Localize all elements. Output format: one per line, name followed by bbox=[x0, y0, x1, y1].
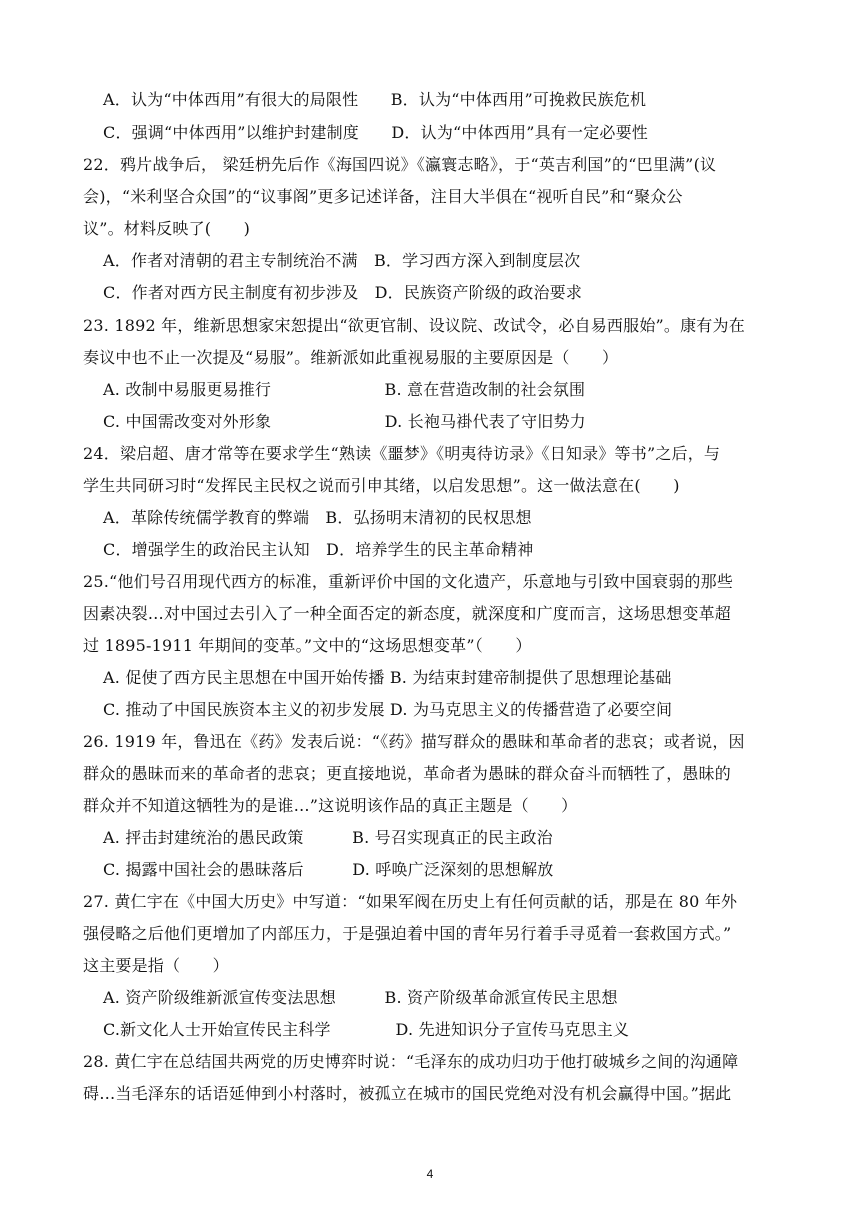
question-stem-line: 过 1895-1911 年期间的变革。”文中的“这场思想变革”（ ） bbox=[83, 636, 532, 655]
question-stem-line: 群众的愚昧而来的革命者的悲哀；更直接地说，革命者为愚昧的群众奋斗而牺牲了，愚昧的 bbox=[83, 764, 732, 783]
question-stem-line: 群众并不知道这牺牲为的是谁…”这说明该作品的真正主题是（ ） bbox=[83, 796, 578, 815]
question-stem-line: 强侵略之后他们更增加了内部压力，于是强迫着中国的青年另行着手寻觅着一套救国方式。” bbox=[83, 924, 732, 943]
answer-options-line: A．认为“中体西用”有很大的局限性 B．认为“中体西用”可挽救民族危机 bbox=[103, 90, 647, 109]
answer-options-line: A．作者对清朝的君主专制统治不满 B．学习西方深入到制度层次 bbox=[103, 251, 581, 270]
answer-options-line: C．增强学生的政治民主认知 D．培养学生的民主革命精神 bbox=[103, 540, 534, 559]
question-stem-line: 奏议中也不止一次提及“易服”。维新派如此重视易服的主要原因是（ ） bbox=[83, 348, 619, 367]
answer-options-line: A. 抨击封建统治的愚民政策 B. 号召实现真正的民主政治 bbox=[103, 828, 553, 847]
answer-options-line: C. 推动了中国民族资本主义的初步发展 D. 为马克思主义的传播营造了必要空间 bbox=[103, 700, 673, 719]
question-stem-line: 23. 1892 年，维新思想家宋恕提出“欲更官制、设议院、改试令，必自易西服始”。康有为在 bbox=[83, 316, 745, 335]
question-stem-line: 25.“他们号召用现代西方的标准，重新评价中国的文化遗产，乐意地与引致中国衰弱的那些 bbox=[83, 572, 734, 591]
question-stem-line: 24．梁启超、唐才常等在要求学生“熟读《噩梦》《明夷待访录》《日知录》等书”之后，与 bbox=[83, 444, 721, 463]
answer-options-line: A．革除传统儒学教育的弊端 B．弘扬明末清初的民权思想 bbox=[103, 508, 532, 527]
question-stem-line: 学生共同研习时“发挥民主民权之说而引申其绪，以启发思想”。这一做法意在( ) bbox=[83, 476, 680, 495]
page-number: 4 bbox=[426, 1167, 434, 1181]
answer-options-line: C．作者对西方民主制度有初步涉及 D．民族资产阶级的政治要求 bbox=[103, 283, 583, 302]
question-stem-line: 议”。材料反映了( ) bbox=[83, 219, 251, 238]
question-stem-line: 因素决裂…对中国过去引入了一种全面否定的新态度，就深度和广度而言，这场思想变革超 bbox=[83, 604, 732, 623]
answer-options-line: A. 改制中易服更易推行 B. 意在营造改制的社会氛围 bbox=[103, 380, 586, 399]
answer-options-line: C．强调“中体西用”以维护封建制度 D．认为“中体西用”具有一定必要性 bbox=[103, 123, 648, 142]
answer-options-line: A. 资产阶级维新派宣传变法思想 B. 资产阶级革命派宣传民主思想 bbox=[103, 988, 618, 1007]
answer-options-line: C. 揭露中国社会的愚昧落后 D. 呼唤广泛深刻的思想解放 bbox=[103, 860, 554, 879]
question-stem-line: 会)，“米利坚合众国”的“议事阁”更多记述详备，注目大半俱在“视听自民”和“聚众公 bbox=[83, 187, 683, 206]
question-stem-line: 这主要是指（ ） bbox=[83, 956, 229, 975]
answer-options-line: C. 中国需改变对外形象 D. 长袍马褂代表了守旧势力 bbox=[103, 412, 586, 431]
question-stem-line: 22．鸦片战争后， 梁廷枬先后作《海国四说》《瀛寰志略》，于“英吉利国”的“巴里满”(议 bbox=[83, 155, 717, 174]
question-stem-line: 27. 黄仁宇在《中国大历史》中写道：“如果军阀在历史上有任何贡献的话，那是在 80 年外 bbox=[83, 892, 738, 911]
question-stem-line: 28. 黄仁宇在总结国共两党的历史博弈时说：“毛泽东的成功归功于他打破城乡之间的沟通障 bbox=[83, 1052, 739, 1071]
question-stem-line: 碍…当毛泽东的话语延伸到小村落时，被孤立在城市的国民党绝对没有机会赢得中国。”据此 bbox=[83, 1084, 732, 1103]
answer-options-line: A. 促使了西方民主思想在中国开始传播 B. 为结束封建帝制提供了思想理论基础 bbox=[103, 668, 672, 687]
answer-options-line: C.新文化人士开始宣传民主科学 D. 先进知识分子宣传马克思主义 bbox=[103, 1020, 630, 1039]
question-stem-line: 26. 1919 年，鲁迅在《药》发表后说：“《药》描写群众的愚昧和革命者的悲哀；或者说，因 bbox=[83, 732, 745, 751]
